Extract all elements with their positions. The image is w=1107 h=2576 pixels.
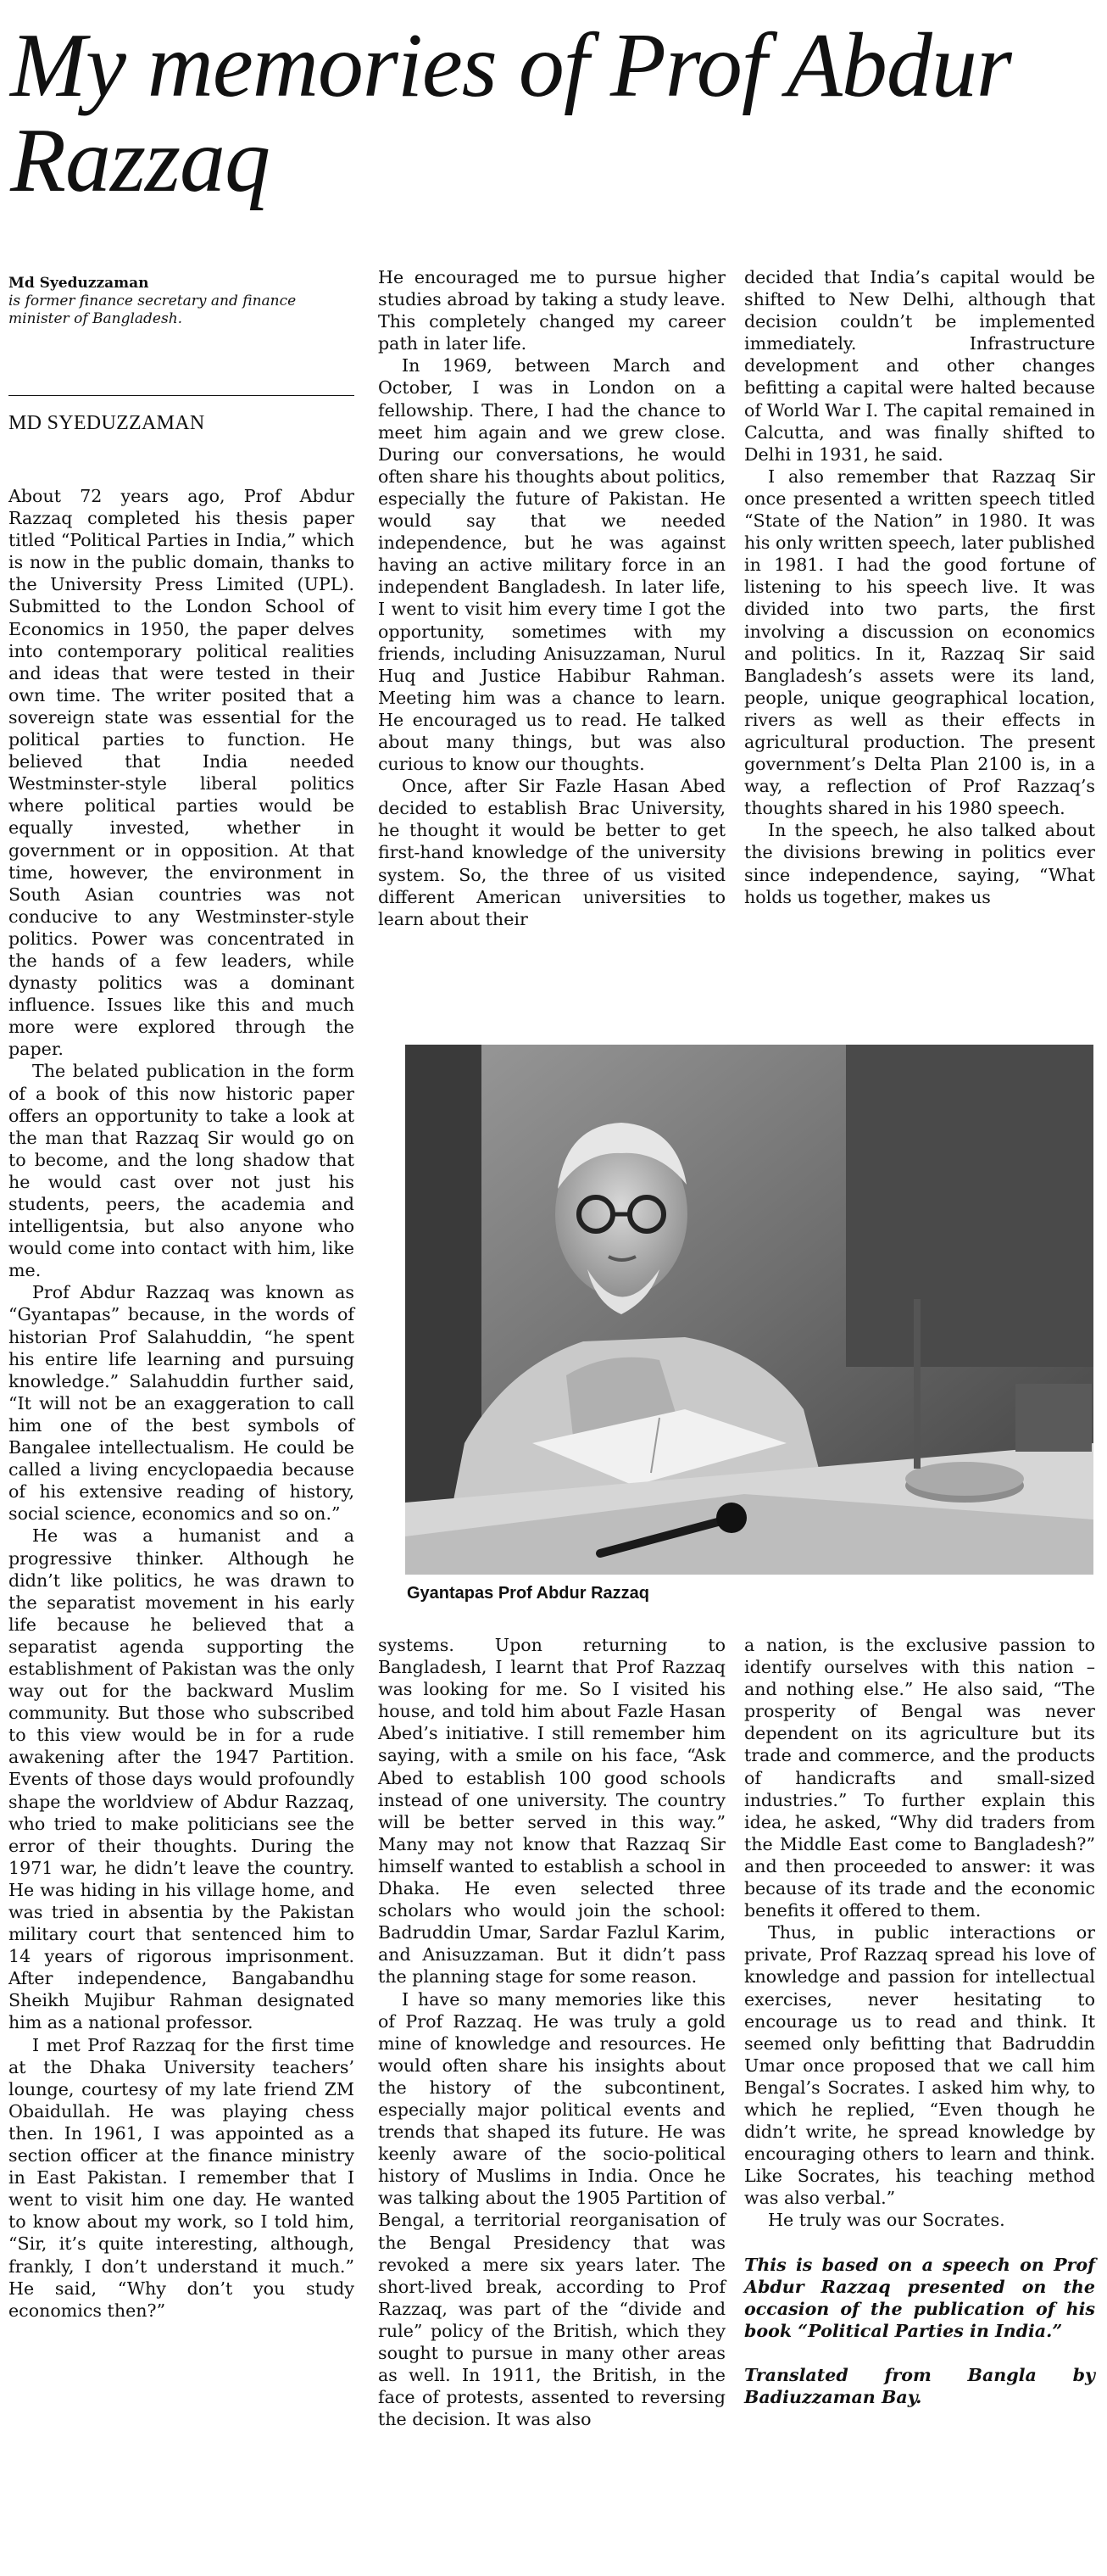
paragraph: decided that India’s capital would be shifted to New Delhi, although that decision couldn’t be implemented immediately. Infrastructure development and other changes befitting a capital were halted because of World War I. The capital remained in Calcutta, and was finally shifted to Delhi in 1931, he said. bbox=[744, 267, 1095, 465]
paragraph: I met Prof Razzaq for the first time at the Dhaka University teachers’ lounge, courtesy of my late friend ZM Obaidullah. He was playing chess then. In 1961, I was appointed as a section officer at the finance ministry in East Pakistan. I remember that I went to visit him one day. He wanted to know about my work, so I told him, “Sir, it’s quite interesting, although, frankly, I don’t understand it much.” He said, “Why don’t you study economics then?” bbox=[8, 2034, 354, 2321]
article-column-3-bottom bbox=[744, 1634, 1095, 2408]
paragraph: Thus, in public interactions or private, Prof Razzaq spread his love of knowledge and passion for intellectual exercises, never hesitating to encourage us to read and think. It seemed only befitting that Badruddin Umar once proposed that we call him Bengal’s Socrates. I asked him why, to which he replied, “Even though he didn’t write, he spread knowledge by encouraging others to learn and think. Like Socrates, his teaching method was also verbal.” bbox=[744, 1922, 1095, 2209]
paragraph: About 72 years ago, Prof Abdur Razzaq completed his thesis paper titled “Political Parties in India,” which is now in the public domain, thanks to the University Press Limited (UPL). Submitted to the London School of Economics in 1950, the paper delves into contemporary political realities and ideas that were tested in their own time. The writer posited that a sovereign state was essential for the political parties to function. He believed that India needed Westminster-style liberal politics where political parties would be equally invested, whether in government or in opposition. At that time, however, the environment in South Asian countries was not conducive to any Westminster-style politics. Power was concentrated in the hands of a few leaders, while dynasty politics was a dominant influence. Issues like this and much more were explored through the paper. bbox=[8, 486, 354, 1060]
byline: MD SYEDUZZAMAN bbox=[8, 412, 205, 434]
paragraph: The belated publication in the form of a book of this now historic paper offers an opportunity to take a look at the man that Razzaq Sir would go on to become, and the long shadow that he would cast over not just his students, peers, the academia and intelligentsia, but also anyone who would come into contact with him, like me. bbox=[8, 1061, 354, 1281]
author-note-name: Md Syeduzzaman bbox=[8, 275, 149, 292]
portrait-photo-illustration bbox=[405, 1045, 1093, 1575]
paragraph: He truly was our Socrates. bbox=[768, 2210, 1005, 2231]
paragraph: systems. Upon returning to Bangladesh, I learnt that Prof Razzaq was looking for me. So I visited his house, and told him about Fazle Hasan Abed’s initiative. I still remember him saying, with a smile on his face, “Ask Abed to establish 100 good schools instead of one university. The country will be better served in this way.” Many may not know that Razzaq Sir himself wanted to establish a school in Dhaka. He even selected three scholars who would join the school: Badruddin Umar, Sardar Fazlul Karim, and Anisuzzaman. But it didn’t pass the planning stage for some reason. bbox=[378, 1635, 726, 1988]
paragraph: a nation, is the exclusive passion to identify ourselves with this nation – and nothing else.” He also said, “The prosperity of Bengal was never dependent on its agriculture but its trade and commerce, and the products of handicrafts and small-sized industries.” To further explain this idea, he asked, “Why did traders from the Middle East come to Bangladesh?” and then proceeded to answer: it was because of its trade and the economic benefits it offered to them. bbox=[744, 1635, 1095, 1921]
paragraph: Once, after Sir Fazle Hasan Abed decided to establish Brac University, he thought it would be better to get first-hand knowledge of the university system. So, the three of us visited different American universities to learn about their bbox=[378, 776, 726, 929]
paragraph: I have so many memories like this of Prof Razzaq. He was truly a gold mine of knowledge and resources. He would often share his insights about the history of the subcontinent, especially major political events and trends that shaped its future. He was keenly aware of the socio-political history of Muslims in India. Once he was talking about the 1905 Partition of Bengal, a territorial reorganisation of the Bengal Presidency that was revoked a mere six years later. The short-lived break, according to Prof Razzaq, was part of the “divide and rule” policy of the British, which they sought to pursue in many other areas as well. In 1911, the British, in the face of protests, assented to reversing the decision. It was also bbox=[378, 1988, 726, 2430]
speech-credit: This is based on a speech on Prof Abdur Razzaq presented on the occasion of the publication of his book “Political Parties in India.” bbox=[744, 2254, 1095, 2341]
author-note bbox=[8, 275, 356, 328]
article-column-2-bottom bbox=[378, 1634, 726, 2430]
byline-rule bbox=[8, 395, 354, 396]
paragraph: He was a humanist and a progressive thinker. Although he didn’t like politics, he was drawn to the separatist movement in his early life because he believed that a separatist agenda supporting the establishment of Pakistan was the only way out for the backward Muslim community. But those who subscribed to this view would be in for a rude awakening after the 1947 Partition. Events of those days would profoundly shape the worldview of Abdur Razzaq, who tried to make politicians see the error of their thoughts. During the 1971 war, he didn’t leave the country. He was hiding in his village home, and was tried in absentia by the Pakistan military court that sentenced him to 14 years of rigorous imprisonment. After independence, Bangabandhu Sheikh Mujibur Rahman designated him as a national professor. bbox=[8, 1525, 354, 2033]
paragraph: In the speech, he also talked about the divisions brewing in politics ever since independence, saying, “What holds us together, makes us bbox=[744, 820, 1095, 907]
photo-caption: Gyantapas Prof Abdur Razzaq bbox=[407, 1584, 649, 1603]
article-column-2-top bbox=[378, 266, 726, 930]
translation-credit: Translated from Bangla by Badiuzzaman Bay. bbox=[744, 2364, 1095, 2407]
paragraph: He encouraged me to pursue higher studies abroad by taking a study leave. This completely changed my career path in later life. bbox=[378, 267, 726, 354]
author-note-bio: is former finance secretary and finance minister of Bangladesh. bbox=[8, 293, 297, 327]
portrait-photo bbox=[405, 1045, 1093, 1575]
article-column-3-top bbox=[744, 266, 1095, 908]
paragraph: I also remember that Razzaq Sir once presented a written speech titled “State of the Nation” in 1980. It was his only written speech, later published in 1981. I had the good fortune of listening to his speech live. It was divided into two parts, the first involving a discussion on economics and politics. In it, Razzaq Sir said Bangladesh’s assets were its land, people, unique geographical location, rivers as well as their effects in agricultural production. The present government’s Delta Plan 2100 is, in a way, a reflection of Prof Razzaq’s thoughts shared in his 1980 speech. bbox=[744, 466, 1095, 819]
paragraph: Prof Abdur Razzaq was known as “Gyantapas” because, in the words of historian Prof Salahuddin, “he spent his entire life learning and pursuing knowledge.” Salahuddin further said, “It will not be an exaggeration to call him one of the best symbols of Bangalee intellectualism. He could be called a living encyclopaedia because of his extensive reading of history, social science, economics and so on.” bbox=[8, 1282, 354, 1525]
article-column-1 bbox=[8, 485, 354, 2322]
headline: My memories of Prof Abdur Razzaq bbox=[10, 15, 1011, 211]
paragraph: In 1969, between March and October, I was in London on a fellowship. There, I had the chance to meet him again and we grew close. During our conversations, he would often share his thoughts about politics, especially the future of Pakistan. He would say that we needed independence, but he was against having an active military force in an independent Bangladesh. In later life, I went to visit him every time I got the opportunity, sometimes with my friends, including Anisuzzaman, Nurul Huq and Justice Habibur Rahman. Meeting him was a chance to learn. He encouraged us to read. He talked about many things, but was also curious to know our thoughts. bbox=[378, 355, 726, 775]
